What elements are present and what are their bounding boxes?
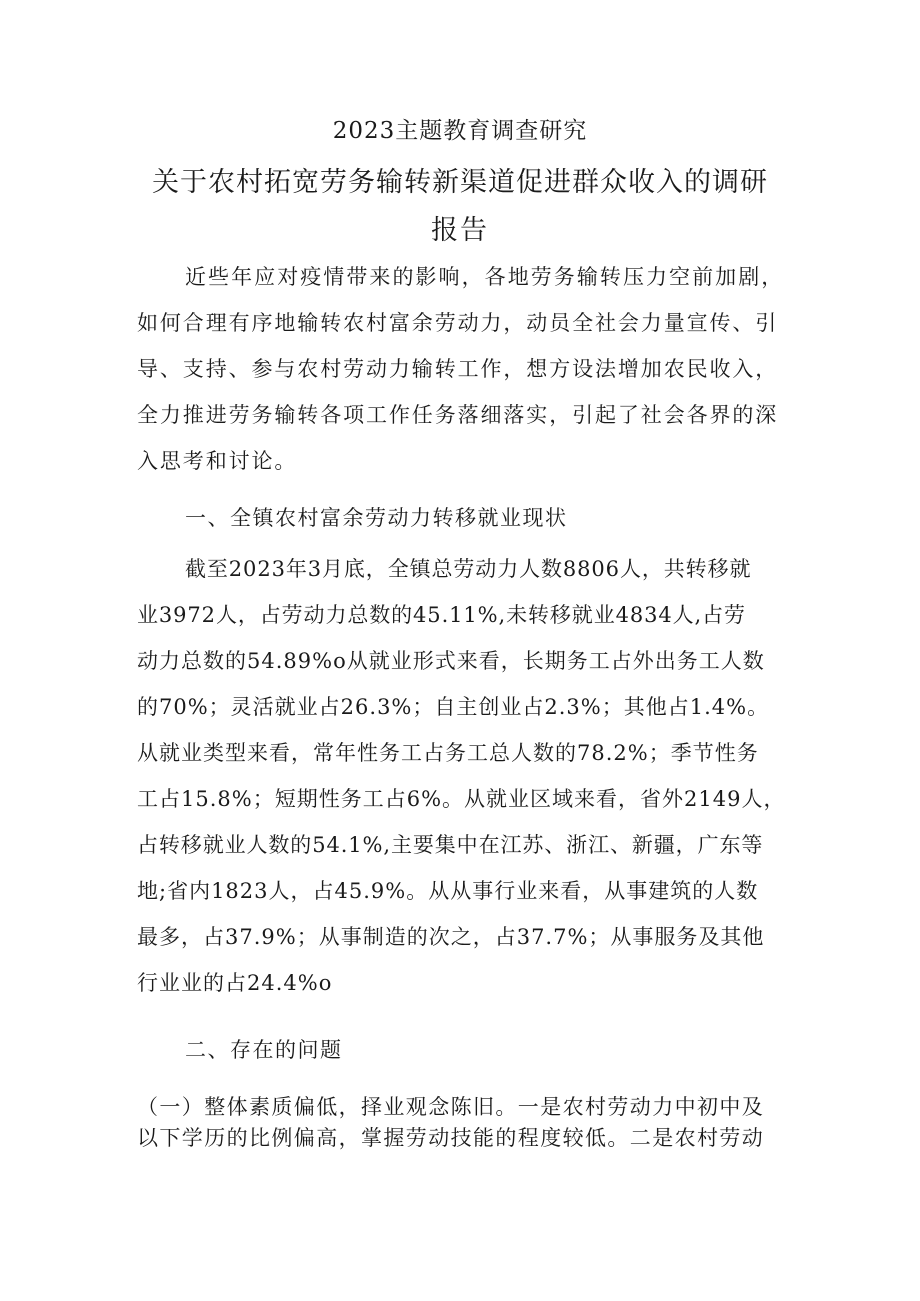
body-line: 的70%；灵活就业占26.3%；自主创业占2.3%；其他占1.4%。 — [137, 695, 770, 719]
body-line: 占转移就业人数的54.1%,主要集中在江苏、浙江、新疆，广东等 — [137, 833, 764, 857]
body-line: 导、支持、参与农村劳动力输转工作，想方设法增加农民收入， — [137, 357, 779, 381]
body-line: 工占15.8%；短期性务工占6%。从就业区域来看，省外2149人， — [137, 787, 786, 811]
body-line: 入思考和讨论。 — [137, 449, 298, 473]
body-line: 最多，占37.9%；从事制造的次之，占37.7%；从事服务及其他 — [137, 925, 765, 949]
body-line: 全力推进劳务输转各项工作任务落细落实，引起了社会各界的深 — [137, 403, 779, 427]
body-line: 以下学历的比例偏高，掌握劳动技能的程度较低。二是农村劳动 — [137, 1126, 765, 1150]
section-heading: 一、全镇农村富余劳动力转移就业现状 — [185, 506, 568, 530]
title-line-1: 2023主题教育调查研究 — [332, 118, 588, 144]
body-line: 行业业的占24.4%o — [137, 971, 333, 995]
body-line: 动力总数的54.89%o从就业形式来看，长期务工占外出务工人数 — [137, 649, 765, 673]
title-line-2: 关于农村拓宽劳务输转新渠道促进群众收入的调研 — [152, 167, 768, 198]
body-line: 地;省内1823人，占45.9%。从从事行业来看，从事建筑的人数 — [137, 879, 759, 903]
body-line: 从就业类型来看，常年性务工占务工总人数的78.2%；季节性务 — [137, 741, 759, 765]
body-line: （一）整体素质偏低，择业观念陈旧。一是农村劳动力中初中及 — [137, 1095, 765, 1119]
section-heading: 二、存在的问题 — [185, 1038, 343, 1062]
body-line: 如何合理有序地输转农村富余劳动力，动员全社会力量宣传、引 — [137, 311, 779, 335]
title-line-3: 报告 — [431, 215, 489, 246]
body-line: 业3972人，占劳动力总数的45.11%,未转移就业4834人,占劳 — [137, 603, 746, 627]
body-line: 近些年应对疫情带来的影响，各地劳务输转压力空前加剧， — [185, 265, 785, 289]
body-line: 截至2023年3月底，全镇总劳动力人数8806人，共转移就 — [185, 557, 752, 581]
